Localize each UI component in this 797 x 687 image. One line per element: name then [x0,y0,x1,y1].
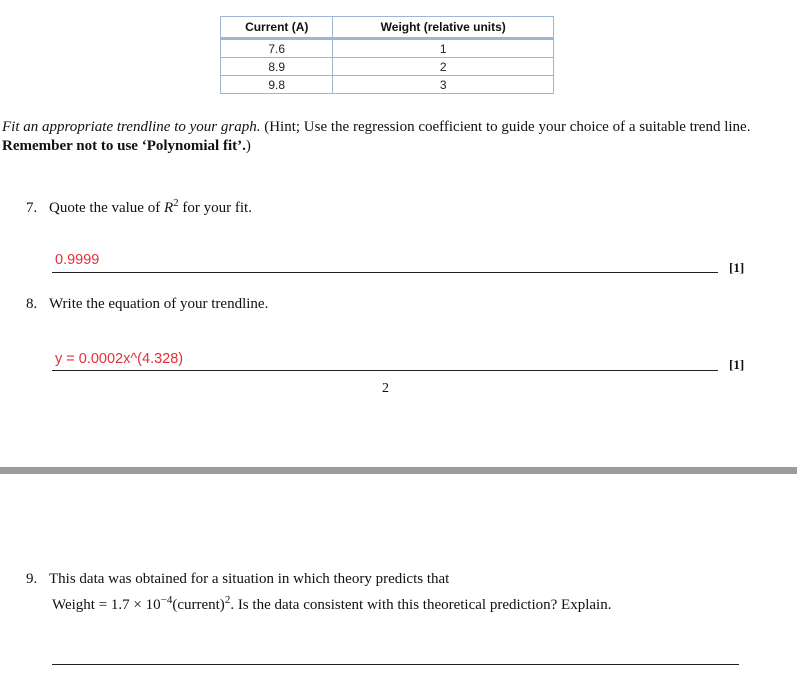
equation-exponent: 2 [224,594,231,606]
column-header-current: Current (A) [221,17,333,39]
question-text-part: . Is the data consistent with this theoretical prediction? Explain. [230,597,612,613]
table-cell: 1 [333,39,554,58]
answer-7: 0.9999 [55,252,100,268]
equation-exponent: −4 [160,594,173,606]
mark-7: [1] [729,260,745,275]
page-number: 2 [382,381,389,396]
math-r: R [163,200,174,216]
question-number: 7. [26,200,38,216]
answer-8: y = 0.0002x^(4.328) [55,351,184,367]
table-header-row [221,17,554,39]
answer-line [52,664,739,665]
column-header-weight: Weight (relative units) [333,17,554,39]
question-9-line2 [52,590,611,616]
question-number: 8. [26,296,38,312]
question-7 [26,197,252,217]
instruction-bold: Remember not to use ‘Polynomial fit’. [2,138,246,154]
table-row [221,58,554,76]
table-cell: 7.6 [221,39,333,58]
table-cell: 2 [333,58,554,76]
table-cell: 9.8 [221,76,333,94]
question-text-part: Quote the value of [49,200,164,216]
page-divider [0,467,797,474]
table-cell: 3 [333,76,554,94]
answer-line [52,370,718,371]
instruction-end: ) [245,138,251,154]
question-8 [26,296,268,313]
instruction-hint: (Hint; Use the regression coefficient to guide your choice of a suitable trend line. [260,119,751,135]
instruction-paragraph [2,118,792,156]
data-table [220,16,554,94]
question-text [49,197,252,216]
math-exponent: 2 [173,197,179,209]
equation-part: Weight = 1.7 × 10 [52,597,161,613]
answer-line [52,272,718,273]
question-text-part: for your fit. [178,200,252,216]
question-text: Write the equation of your trendline. [49,296,269,312]
question-text-line1: This data was obtained for a situation in which theory predicts that [49,571,450,587]
table-row [221,39,554,58]
table-row [221,76,554,94]
mark-8: [1] [729,357,745,372]
table-cell: 8.9 [221,58,333,76]
instruction-italic: Fit an appropriate trendline to your graph. [2,119,261,135]
question-number: 9. [26,571,38,587]
equation-part: (current) [172,597,225,613]
question-9 [26,569,449,590]
